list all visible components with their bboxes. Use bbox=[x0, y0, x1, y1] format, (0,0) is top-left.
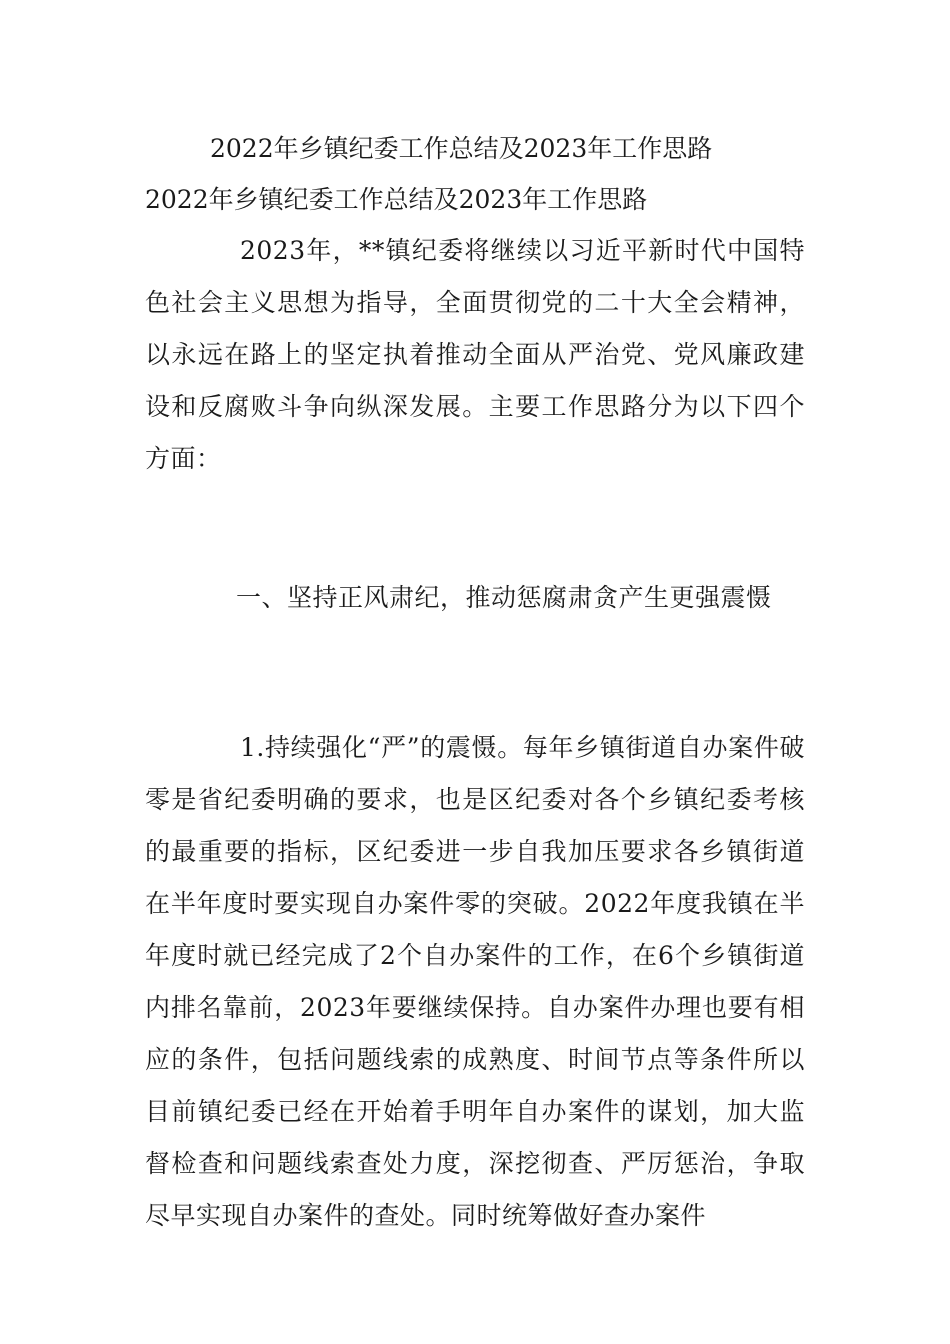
section-paragraph bbox=[145, 722, 805, 1242]
document-subtitle: 2022年乡镇纪委工作总结及2023年工作思路 bbox=[145, 185, 648, 214]
intro-paragraph bbox=[145, 225, 805, 485]
intro-paragraph-text: 2023年，**镇纪委将继续以习近平新时代中国特色社会主义思想为指导，全面贯彻党的二十大全会精神，以永远在路上的坚定执着推动全面从严治党、党风廉政建设和反腐败斗争向纵深发展。主要工作思路分为以下四个方面： bbox=[145, 236, 805, 473]
section-paragraph-text: 1.持续强化“严”的震慑。每年乡镇街道自办案件破零是省纪委明确的要求，也是区纪委对各个乡镇纪委考核的最重要的指标，区纪委进一步自我加压要求各乡镇街道在半年度时要实现自办案件零的突破。2022年度我镇在半年度时就已经完成了2个自办案件的工作，在6个乡镇街道内排名靠前，2023年要继续保持。自办案件办理也要有相应的条件，包括问题线索的成熟度、时间节点等条件所以目前镇纪委已经在开始着手明年自办案件的谋划，加大监督检查和问题线索查处力度，深挖彻查、严厉惩治，争取尽早实现自办案件的查处。同时统筹做好查办案件 bbox=[145, 733, 805, 1230]
document-title: 2022年乡镇纪委工作总结及2023年工作思路 bbox=[210, 134, 713, 163]
section-heading: 一、坚持正风肃纪，推动惩腐肃贪产生更强震慑 bbox=[236, 583, 772, 612]
